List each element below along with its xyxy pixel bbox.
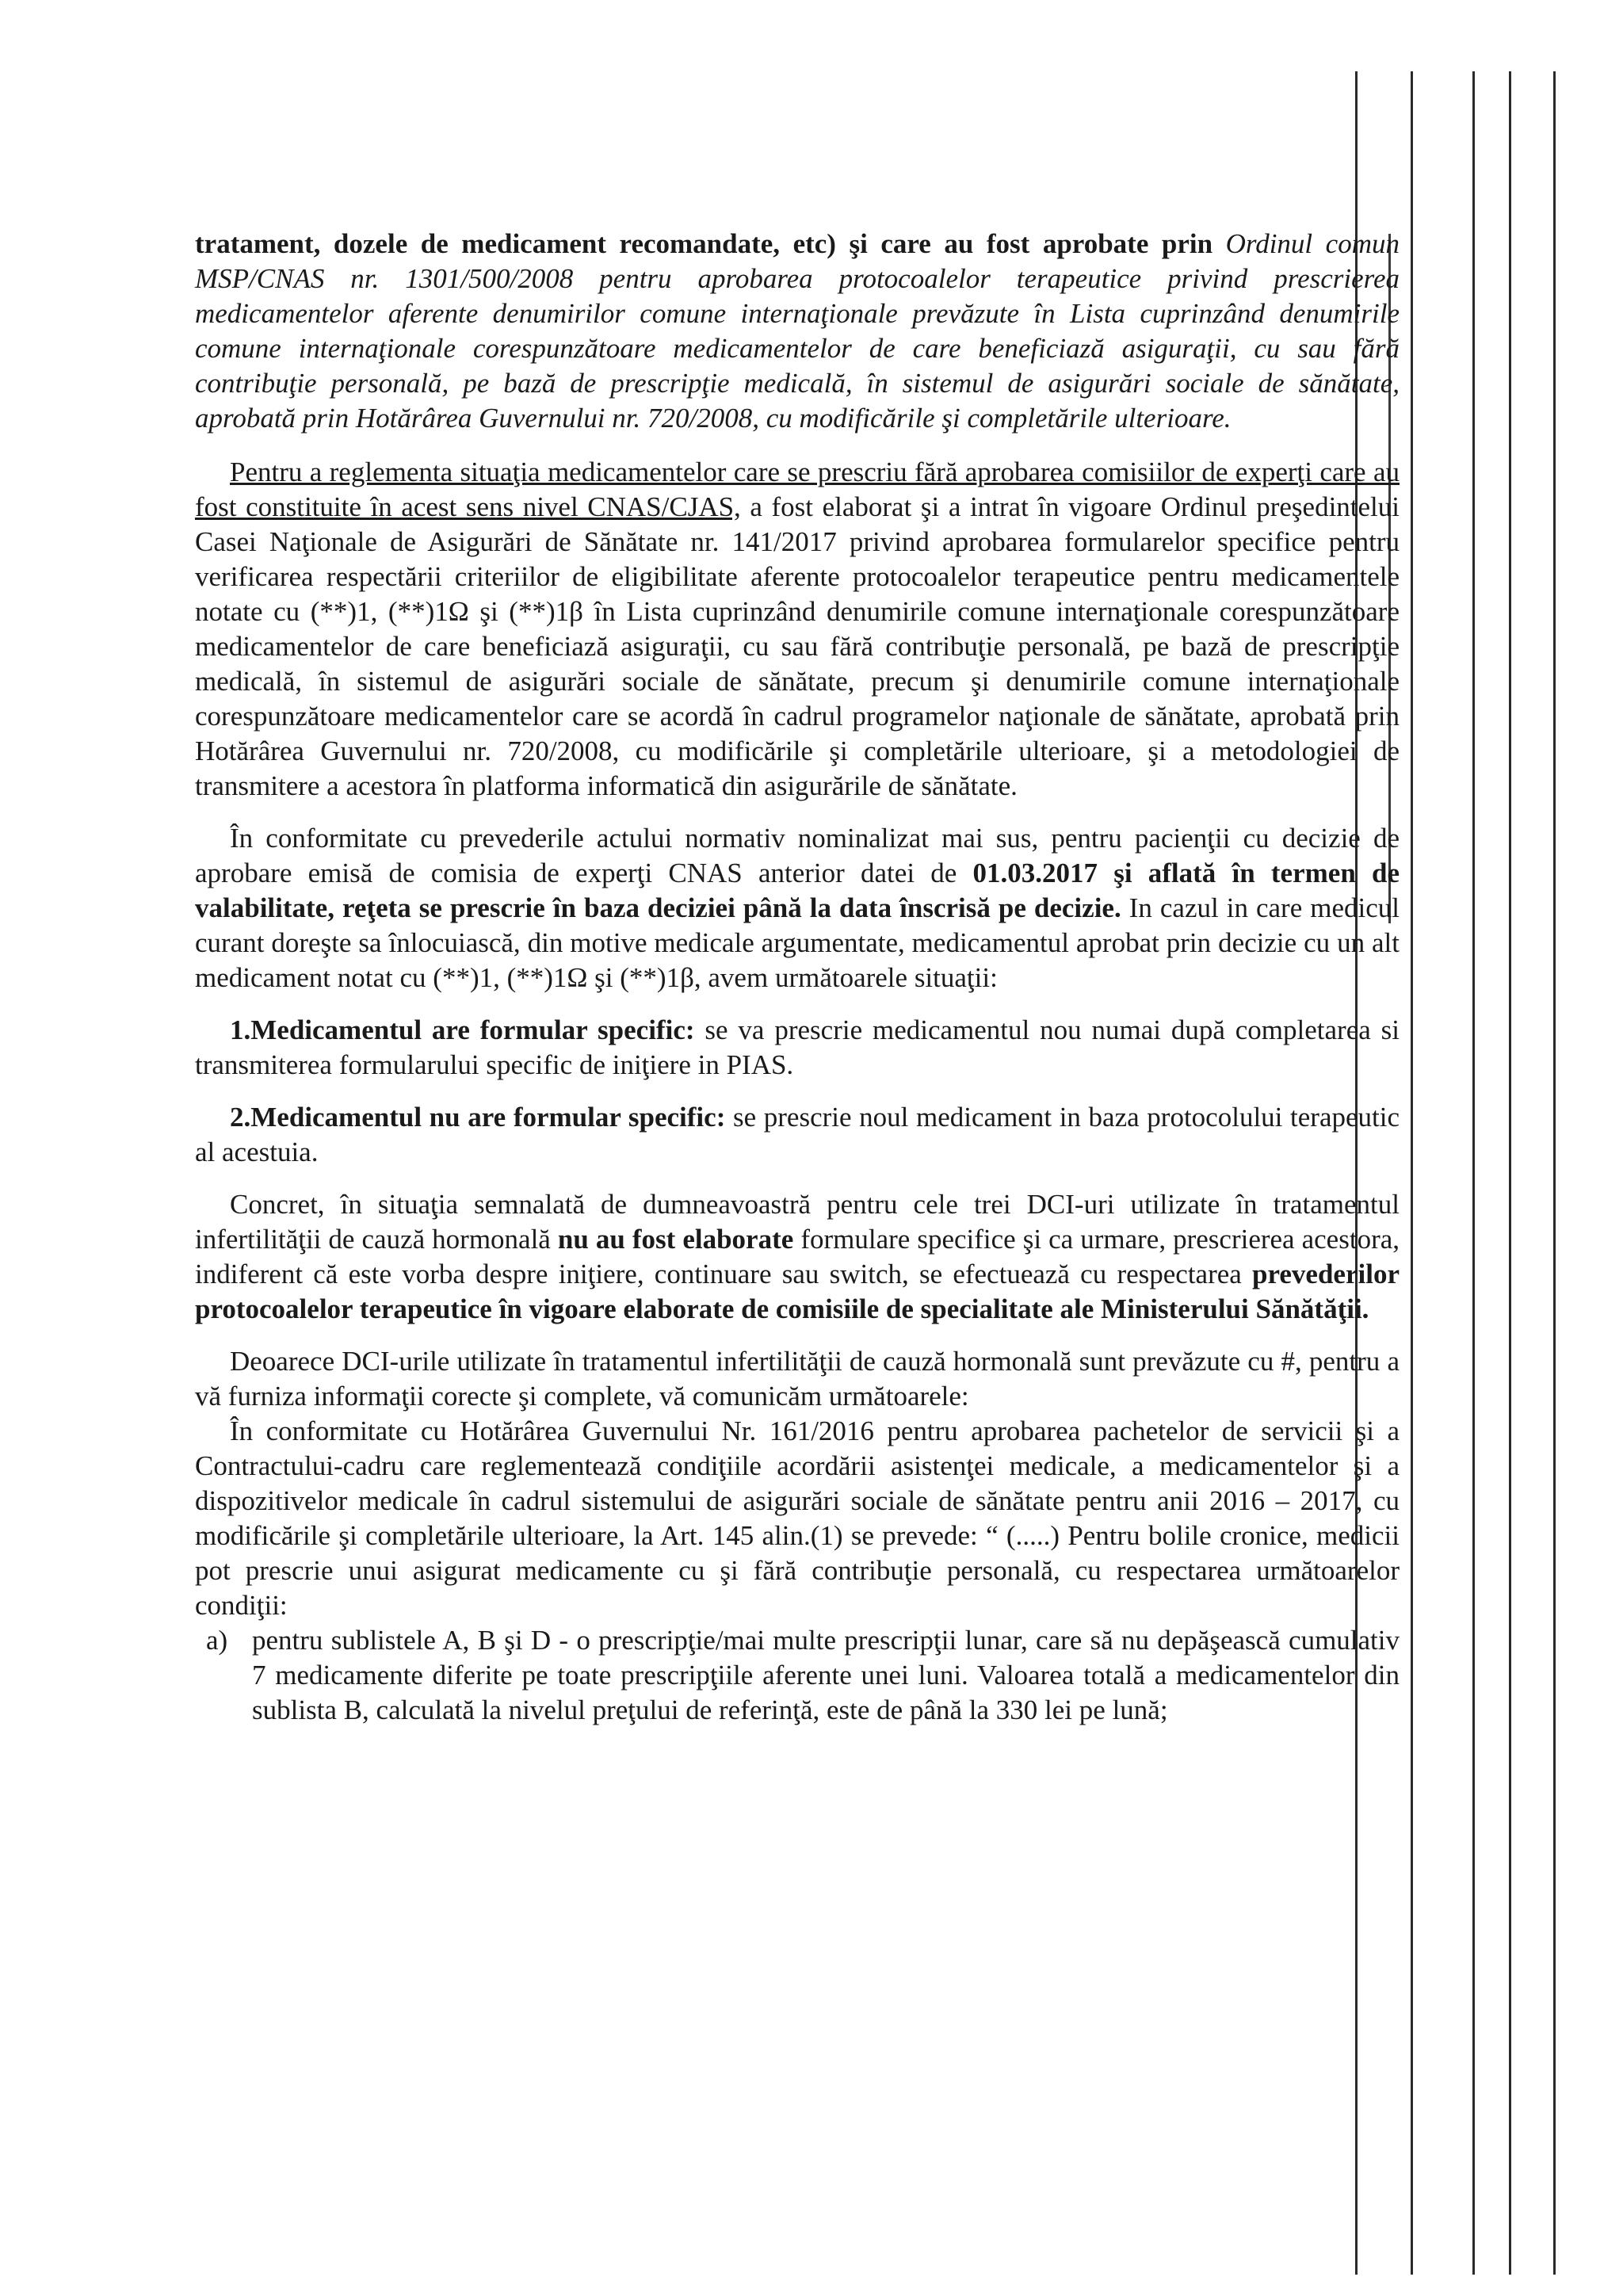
situation-2-paragraph — [195, 1100, 1400, 1170]
situation-2-text: se prescrie noul medicament in baza protocolului terapeutic al acestuia. — [195, 1102, 1400, 1167]
situation-2-bold: 2.Medicamentul nu are formular specific: — [230, 1102, 726, 1133]
intro-bold-text: tratament, dozele de medicament recomandate, etc) şi care au fost aprobate prin — [195, 228, 1213, 259]
situation-1-text: se va prescrie medicamentul nou numai după completarea si transmiterea formularului specific de iniţiere in PIAS. — [195, 1014, 1400, 1080]
conformity-text-end: In cazul in care medicul curant doreşte sa înlocuiască, din motive medicale argumentate, medicamentul aprobat prin decizie cu un alt medicament notat cu (**)1, (**)1Ω şi (**)1β, avem următoarele situaţii: — [195, 892, 1400, 993]
concrete-text-middle: formulare specifice şi ca urmare, prescrierea acestora, indiferent că este vorba despre iniţiere, continuare sau switch, se efectuează cu respectarea — [195, 1224, 1400, 1289]
document-page — [195, 227, 1400, 1728]
hg-paragraph: În conformitate cu Hotărârea Guvernului Nr. 161/2016 pentru aprobarea pachetelor de servicii şi a Contractului-cadru care reglementează condiţiile acordării asistenţei medicale, a medicamentelor şi a dispozitivelor medicale în cadrul sistemului de asigurări sociale de sănătate pentru anii 2016 – 2017, cu modificările şi completările ulterioare, la Art. 145 alin.(1) se prevede: “ (.....) Pentru bolile cronice, medicii pot prescrie unui asigurat medicamente cu şi fără contribuţie personală, cu respectarea următoarelor condiţii: — [195, 1415, 1400, 1621]
concrete-paragraph — [195, 1187, 1400, 1327]
concrete-bold-2: prevederilor protocoalelor terapeutice în vigoare elaborate de comisiile de specialitate ale Ministerului Sănătăţii. — [195, 1259, 1400, 1324]
scan-edge-line — [1411, 71, 1413, 2275]
concrete-text-start: Concret, în situaţia semnalată de dumneavoastră pentru cele trei DCI-uri utilizate în tratamentul infertilităţii de cauză hormonală — [195, 1189, 1400, 1255]
intro-italic-text: Ordinul comun MSP/CNAS nr. 1301/500/2008 pentru aprobarea protocoalelor terapeutice privind prescrierea medicamentelor aferente denumirilor comune internaţionale prevăzute în Lista cuprinzând denumirile comune internaţionale corespunzătoare medicamentelor de care beneficiază asiguraţii, cu sau fără contribuţie personală, pe bază de prescripţie medicală, în sistemul de asigurări sociale de sănătate, aprobată prin Hotărârea Guvernului nr. 720/2008, cu modificările şi completările ulterioare. — [195, 228, 1400, 434]
situation-1-paragraph — [195, 1013, 1400, 1083]
deoarece-paragraph: Deoarece DCI-urile utilizate în tratamentul infertilităţii de cauză hormonală sunt prevăzute cu #, pentru a vă furniza informaţii corecte şi complete, vă comunicăm următoarele: — [195, 1346, 1400, 1412]
regulation-text: a fost elaborat şi a intrat în vigoare Ordinul preşedintelui Casei Naţionale de Asigurări de Sănătate nr. 141/2017 privind aprobarea formularelor specifice pentru verificarea respectării criteriilor de eligibilitate aferente protocoalelor terapeutice pentru medicamentele notate cu (**)1, (**)1Ω şi (**)1β în Lista cuprinzând denumirile comune internaţionale corespunzătoare medicamentelor de care beneficiază asiguraţii, cu sau fără contribuţie personală, pe bază de prescripţie medicală, în sistemul de asigurări sociale de sănătate, precum şi denumirile comune internaţionale corespunzătoare medicamentelor care se acordă în cadrul programelor naţionale de sănătate, aprobată prin Hotărârea Guvernului nr. 720/2008, cu modificările şi completările ulterioare, şi a metodologiei de transmitere a acestora în platforma informatică din asigurările de sănătate. — [195, 491, 1400, 801]
scan-edge-line — [1509, 71, 1511, 2275]
regulation-paragraph — [195, 455, 1400, 804]
situation-1-bold: 1.Medicamentul are formular specific: — [230, 1014, 695, 1045]
scan-edge-line — [1472, 71, 1475, 2275]
intro-paragraph — [195, 227, 1400, 436]
scan-edge-line — [1553, 71, 1556, 2275]
regulation-underlined-text: Pentru a reglementa situaţia medicamentelor care se prescriu fără aprobarea comisiilor de experţi care au fost constituite în acest sens nivel CNAS/CJAS, — [195, 457, 1400, 522]
list-item-a — [206, 1623, 1400, 1728]
list-item-marker: a) — [206, 1625, 228, 1656]
concrete-bold-1: nu au fost elaborate — [557, 1224, 794, 1255]
conformity-text-start: În conformitate cu prevederile actului normativ nominalizat mai sus, pentru pacienţii cu decizie de aprobare emisă de comisia de experţi CNAS anterior datei de — [195, 823, 1400, 888]
conformity-bold-text: 01.03.2017 şi aflată în termen de valabilitate, reţeta se prescrie în baza deciziei până la data înscrisă pe decizie. — [195, 858, 1400, 923]
list-item-text: pentru sublistele A, B şi D - o prescripţie/mai multe prescripţii lunar, care să nu depăşească cumulativ 7 medicamente diferite pe toate prescripţiile aferente unei luni. Valoarea totală a medicamentelor din sublista B, calculată la nivelul preţului de referinţă, este de până la 330 lei pe lună; — [252, 1625, 1400, 1725]
conformity-paragraph — [195, 821, 1400, 995]
